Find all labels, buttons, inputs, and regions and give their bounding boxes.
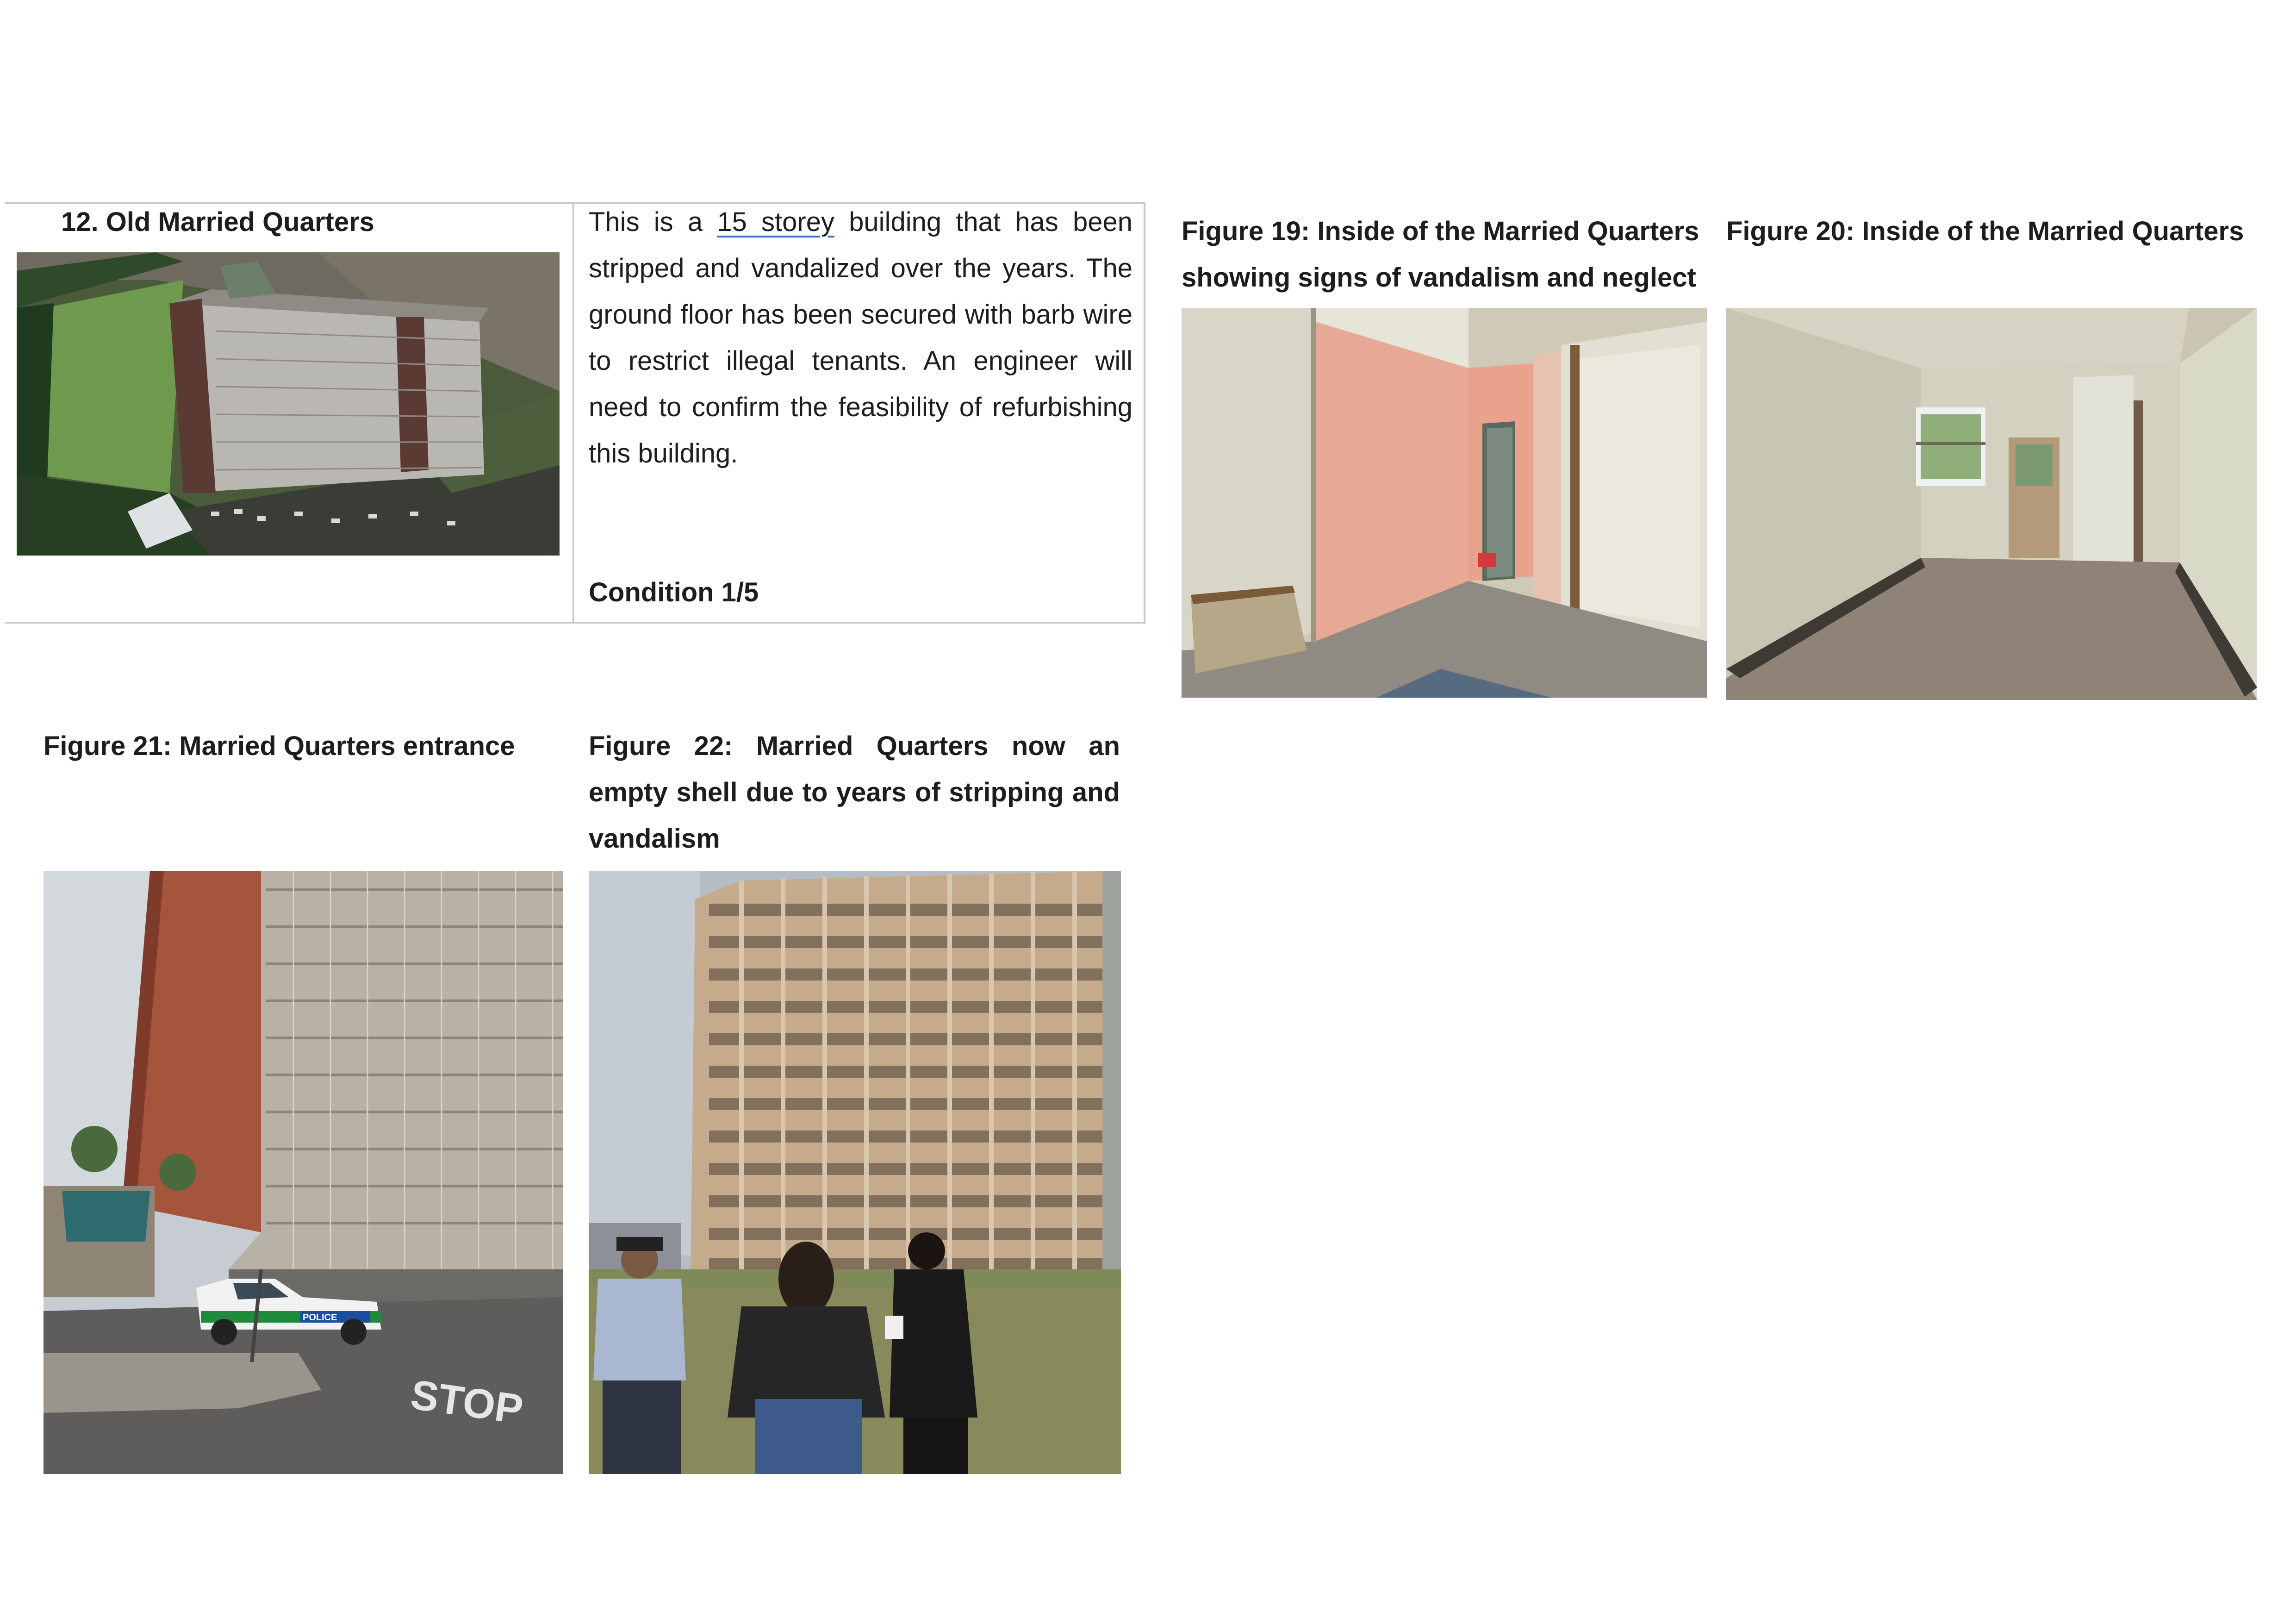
storey-count-link[interactable]: 15 storey	[717, 207, 834, 237]
figure-19-photo	[1182, 308, 1707, 698]
road-marking-text: STOP	[408, 1371, 526, 1433]
table-bottom-border	[5, 622, 1145, 624]
figure-22-caption: Figure 22: Married Quarters now an empty shell due to years of stripping and vandalism	[589, 731, 1120, 854]
aerial-building-photo	[17, 252, 560, 556]
figure-21-photo	[44, 871, 563, 1474]
figure-19-caption: Figure 19: Inside of the Married Quarters showing signs of vandalism and neglect	[1182, 216, 1699, 293]
police-car-label: POLICE	[303, 1312, 337, 1323]
figure-21-caption: Figure 21: Married Quarters entrance	[44, 731, 515, 761]
table-right-border	[1144, 202, 1145, 624]
figure-20-photo	[1726, 308, 2257, 700]
description-suffix: building that has been stripped and vandalized over the years. The ground floor has been secured with barb wire to restrict illegal tenants. An engineer will need to confirm the feasibility of refurbishing this building.	[589, 207, 1132, 468]
table-column-divider	[572, 202, 574, 624]
section-title: 12. Old Married Quarters	[61, 207, 374, 237]
figure-20-caption: Figure 20: Inside of the Married Quarters	[1726, 216, 2244, 246]
figure-22-photo	[589, 871, 1121, 1474]
condition-rating: Condition 1/5	[589, 577, 759, 607]
description-prefix: This is a	[589, 207, 717, 237]
section-description	[589, 199, 1132, 477]
